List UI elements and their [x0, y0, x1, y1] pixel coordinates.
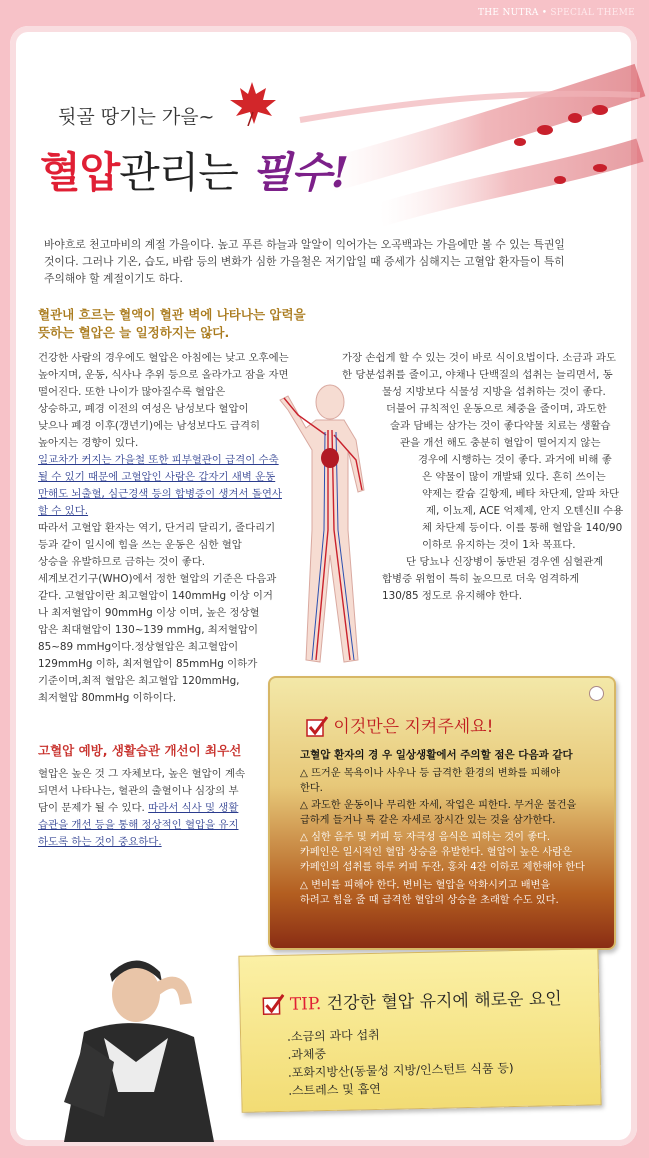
text-line: 떨어진다. 또한 나이가 많아질수록 혈압은: [38, 386, 226, 398]
brand-name: THE NUTRA: [477, 8, 539, 18]
item-line: △ 뜨거운 목욕이나 사우나 등 급격한 환경의 변화를 피해야: [300, 768, 561, 779]
warning-item-2: [300, 798, 596, 828]
text-line: 최저혈압 80mmHg 이하이다.: [38, 692, 177, 704]
text-line: 약제는 칼슘 길항제, 베타 차단제, 알파 차단: [422, 488, 620, 500]
tip-title-text: 건강한 혈압 유지에 해로운 요인: [326, 989, 562, 1014]
warning-item-4: [300, 878, 596, 908]
tip-note-title: [262, 984, 562, 1015]
text-line: 높아지는 경향이 있다.: [38, 437, 139, 449]
brand-label: THE NUTRA • SPECIAL THEME: [477, 8, 635, 18]
text-line: 물성 지방보다 식물성 지방을 섭취하는 것이 좋다.: [382, 386, 606, 398]
text-line: 은 약물이 많이 개발돼 있다. 흔히 쓰이는: [422, 471, 606, 483]
text-line: 높아지며, 운동, 식사나 추위 등으로 올라가고 잠을 자면: [38, 369, 289, 381]
subtitle: 뒷골 땅기는 가을~: [58, 106, 215, 128]
section1-right-text: [342, 350, 624, 605]
text-line: 체 차단제 등이다. 이를 통해 혈압을 140/90: [422, 522, 623, 534]
text-line: 129mmHg 이하, 최저혈압이 85mmHg 이하가: [38, 658, 258, 670]
item-line: △ 과도한 운동이나 무리한 자세, 작업은 피한다. 무거운 물건을: [300, 800, 577, 811]
heading-line: 뜻하는 혈압은 늘 일정하지는 않다.: [38, 325, 230, 340]
pin-circle: [589, 686, 604, 701]
text-line: 따라서 고혈압 환자는 역기, 단거리 달리기, 줄다리기: [38, 522, 276, 534]
warning-note: [268, 676, 616, 950]
text-line: 같다. 고혈압이란 최고혈압이 140mmHg 이상 이거: [38, 590, 273, 602]
text-line: 더불어 규칙적인 운동으로 체중을 줄이며, 과도한: [386, 403, 607, 415]
intro-line: 바야흐로 천고마비의 계절 가을이다. 높고 푸른 하늘과 알알이 익어가는 오곡백과는 가을에만 볼 수 있는 특권일: [44, 238, 565, 251]
intro-line: 주의해야 할 계절이기도 하다.: [44, 272, 183, 285]
underlined-line: 할 수 있다.: [38, 505, 89, 517]
text-line: 제, 이뇨제, ACE 억제제, 안지 오텐신II 수용: [426, 505, 624, 517]
page-title: [40, 140, 348, 200]
text-line: 가장 손쉽게 할 수 있는 것이 바로 식이요법이다. 소금과 과도: [342, 352, 616, 364]
text-line: 130/85 정도로 유지해야 한다.: [382, 590, 523, 602]
text-line: 관을 개선 해도 충분히 혈압이 떨어지지 않는: [400, 437, 601, 449]
text-line: 상승하고, 폐경 이전의 여성은 남성보다 혈압이: [38, 403, 249, 415]
text-line: 담이 문제가 될 수 있다.: [38, 802, 145, 814]
intro-paragraph: [44, 236, 614, 287]
text-line: 이하로 유지하는 것이 1차 목표다.: [422, 539, 576, 551]
warning-item-1: [300, 766, 596, 796]
tip-item: .포화지방산(동물성 지방/인스턴트 식품 등): [287, 1061, 514, 1080]
maple-leaf-icon: [226, 80, 278, 126]
text-line: 등과 같이 일시에 힘을 쓰는 운동은 심한 혈압: [38, 539, 242, 551]
underlined-line: 하도록 하는 것이 중요하다.: [38, 836, 162, 848]
text-line: 낮으나 폐경 이후(갱년기)에는 남성보다도 급격히: [38, 420, 261, 432]
warning-item-3: [300, 830, 596, 875]
section1-heading: [38, 306, 306, 342]
tip-item: .스트레스 및 흡연: [288, 1081, 381, 1098]
heading-line: 혈관내 흐르는 혈액이 혈관 벽에 나타나는 압력을: [38, 307, 306, 322]
tip-label: TIP.: [289, 994, 322, 1015]
underlined-line: 될 수 있기 때문에 고혈압인 사람은 갑자기 새벽 운동: [38, 471, 276, 483]
item-line: 급하게 들거나 툭 같은 자세로 장시간 있는 것을 삼가한다.: [300, 815, 556, 826]
text-line: 합병증 위험이 특히 높으므로 더욱 엄격하게: [382, 573, 580, 585]
tip-list: [287, 1023, 514, 1100]
tip-note: [238, 948, 601, 1113]
check-icon: [262, 993, 284, 1015]
section2-heading: 고혈압 예방, 생활습관 개선이 최우선: [38, 743, 242, 758]
underlined-line: 만해도 뇌출혈, 심근경색 등의 합병증이 생겨서 돌연사: [38, 488, 282, 500]
title-part-2: 관리는: [119, 148, 238, 197]
title-part-1: 혈압: [40, 148, 120, 197]
tip-item: .소금의 과다 섭취: [286, 1027, 380, 1044]
warning-note-title-text: 이것만은 지켜주세요!: [333, 717, 494, 737]
item-line: △ 변비를 피해야 한다. 변비는 혈압을 악화시키고 배변을: [300, 880, 551, 891]
section-name: SPECIAL THEME: [550, 8, 635, 18]
text-line: 압은 최대혈압이 130~139 mmHg, 최저혈압이: [38, 624, 258, 636]
title-part-3: 필수!: [251, 148, 349, 197]
text-line: 되면서 나타나는, 혈관의 출혈이나 심장의 부: [38, 785, 239, 797]
item-line: △ 심한 음주 및 커피 등 자극성 음식은 피하는 것이 좋다.: [300, 832, 551, 843]
text-line: 혈압은 높은 것 그 자체보다, 높은 혈압이 계속: [38, 768, 246, 780]
text-line: 건강한 사람의 경우에도 혈압은 아침에는 낮고 오후에는: [38, 352, 289, 364]
intro-line: 것이다. 그러나 기온, 습도, 바람 등의 변화가 심한 가을철은 저기압일 때 증세가 심해지는 고혈압 환자들이 특히: [44, 255, 565, 268]
section2-text: [38, 766, 268, 851]
item-line: 카페인은 일시적인 혈압 상승을 유발한다. 혈압이 높은 사람은: [300, 847, 572, 858]
text-line: 세계보건기구(WHO)에서 정한 혈압의 기준은 다음과: [38, 573, 277, 585]
text-line: 한 당분섭취를 줄이고, 야채나 단백질의 섭취는 늘리면서, 동: [342, 369, 613, 381]
underlined-line: 습관을 개선 등을 통해 정상적인 혈압을 유지: [38, 819, 239, 831]
underlined-text: 따라서 식사 및 생활: [148, 802, 239, 814]
stressed-man-illustration: [44, 942, 244, 1142]
text-line: 경우에 시행하는 것이 좋다. 과거에 비해 좋: [418, 454, 612, 466]
text-line: 술과 담배는 삼가는 것이 좋다약물 치료는 생활습: [390, 420, 611, 432]
warning-note-lead: 고혈압 환자의 경 우 일상생활에서 주의할 점은 다음과 같다: [300, 749, 573, 761]
tip-item: .과체중: [287, 1046, 327, 1062]
text-line: 기준이며,최적 혈압은 최고혈압 120mmHg,: [38, 675, 240, 687]
underlined-line: 일교차가 커지는 가을철 또한 피부혈관이 급격이 수축: [38, 454, 279, 466]
item-line: 하려고 힘을 줄 때 급격한 혈압의 상승을 초래할 수도 있다.: [300, 895, 559, 906]
text-line: 85~89 mmHg이다.정상혈압은 최고혈압이: [38, 641, 239, 653]
text-line: 나 최저혈압이 90mmHg 이상 이며, 높은 정상혈: [38, 607, 260, 619]
warning-note-title: [306, 712, 493, 737]
check-icon: [306, 715, 328, 737]
item-line: 카페인의 섭취를 하루 커피 두잔, 홍차 4잔 이하로 제한해야 한다: [300, 862, 585, 873]
text-line: 단 당뇨나 신장병이 동반된 경우엔 심혈관계: [406, 556, 604, 568]
item-line: 한다.: [300, 783, 323, 794]
text-line: 상승을 유발하므로 금하는 것이 좋다.: [38, 556, 206, 568]
